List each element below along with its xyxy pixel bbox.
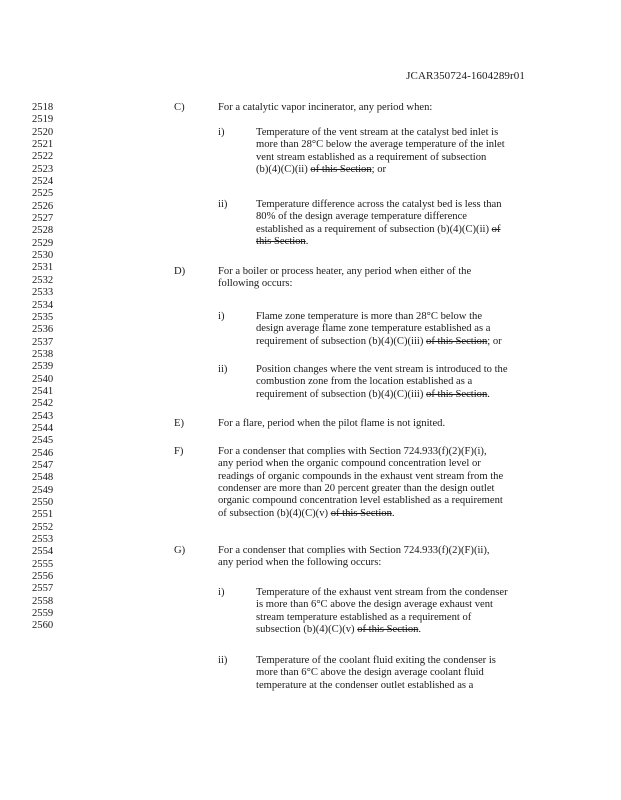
line-number: 2546: [32, 447, 54, 459]
line-number: 2537: [32, 336, 54, 348]
line-number: 2521: [32, 139, 54, 151]
item-d-ii-text: Position changes where the vent stream is introduced to the combustion zone from the location established as a requirement of subsection (b)(4)(C)(iii) of this Section.: [256, 364, 508, 400]
line-number: 2548: [32, 472, 54, 484]
item-label-d: D): [174, 266, 186, 277]
line-number: 2550: [32, 497, 54, 508]
document-id: JCAR350724-1604289r01: [406, 70, 525, 82]
line-number: 2529: [32, 237, 54, 249]
item-c-i-text: Temperature of the vent stream at the catalyst bed inlet is more than 28°C below the average temperature of the inlet vent stream established as a requirement of subsection (b)(4)(C)(ii) of this Section; or: [256, 127, 505, 176]
line-number: 2539: [32, 361, 54, 373]
deleted-text: of: [491, 223, 501, 235]
line-number: 2527: [32, 213, 54, 225]
line-number: 2530: [32, 250, 54, 262]
line-number: 2555: [32, 558, 54, 570]
line-number: 2528: [32, 225, 54, 237]
line-number: 2553: [32, 534, 54, 546]
line-number: 2523: [32, 163, 54, 175]
item-f-text: For a condenser that complies with Section 724.933(f)(2)(F)(i), any period when the organic compound concentration level or readings of organic compounds in the exhaust vent stream from the condenser are more than 20 percent greater than the design outlet organic compound concentration level established as a requirement of subsection (b)(4)(C)(v) of this Section.: [218, 446, 504, 519]
line-number: 2547: [32, 459, 54, 471]
line-number: 2558: [32, 595, 54, 607]
line-number: 2534: [32, 299, 54, 311]
item-g-i-text: Temperature of the exhaust vent stream from the condenser is more than 6°C above the design average exhaust vent stream temperature established as a requirement of subsection (b)(4)(C)(v) of this Section.: [256, 587, 508, 636]
line-number: 2522: [32, 151, 54, 163]
line-number: 2526: [32, 200, 54, 212]
deleted-text: of this Section: [426, 335, 488, 347]
item-g-text: For a condenser that complies with Section 724.933(f)(2)(F)(ii), any period when the following occurs:: [218, 545, 490, 569]
item-g-ii-text: Temperature of the coolant fluid exiting the condenser is more than 6°C above the design average coolant fluid temperature at the condenser outlet established as a: [256, 655, 496, 691]
line-number: 2533: [32, 287, 54, 299]
line-number: 2536: [32, 324, 54, 336]
line-number: 2531: [32, 262, 54, 274]
line-number: 2560: [32, 620, 54, 632]
line-number: 2559: [32, 608, 54, 620]
line-number: 2532: [32, 274, 54, 286]
item-label-c-i: i): [218, 127, 225, 138]
line-number: 2545: [32, 435, 54, 447]
item-d-text: For a boiler or process heater, any period when either of the following occurs:: [218, 266, 472, 290]
deleted-text: of this Section: [310, 164, 372, 176]
item-label-g-ii: ii): [218, 655, 228, 666]
line-number: 2544: [32, 422, 54, 434]
deleted-text: of this Section: [357, 624, 419, 636]
deleted-text: of this Section: [330, 507, 392, 519]
item-label-g-i: i): [218, 587, 225, 598]
line-number: 2518: [32, 102, 54, 113]
item-label-g: G): [174, 545, 186, 556]
item-e-text: For a flare, period when the pilot flame is not ignited.: [218, 418, 446, 429]
line-number: 2554: [32, 546, 54, 558]
item-label-f: F): [174, 446, 184, 457]
line-number: 2549: [32, 484, 54, 496]
line-number: 2520: [32, 126, 54, 138]
item-label-c-ii: ii): [218, 199, 228, 210]
line-number: 2540: [32, 373, 54, 385]
line-number: 2557: [32, 583, 54, 595]
line-number: 2535: [32, 311, 54, 323]
deleted-text: this Section: [256, 236, 306, 248]
item-c-ii-text: Temperature difference across the catalyst bed is less than 80% of the design average temperature difference established as a requirement of subsection (b)(4)(C)(ii) of this Section.: [256, 199, 502, 248]
deleted-text: of this Section: [426, 388, 488, 400]
line-number: 2525: [32, 188, 54, 200]
item-label-d-ii: ii): [218, 364, 228, 375]
line-number: 2556: [32, 571, 54, 583]
line-number: 2543: [32, 410, 54, 422]
item-label-e: E): [174, 418, 184, 429]
line-number: 2538: [32, 348, 54, 360]
item-label-c: C): [174, 102, 185, 113]
line-numbers: [32, 102, 72, 633]
line-number: 2519: [32, 114, 54, 126]
line-number: 2542: [32, 398, 54, 410]
item-label-d-i: i): [218, 311, 225, 322]
item-c-text: For a catalytic vapor incinerator, any period when:: [218, 102, 433, 113]
line-number: 2541: [32, 385, 54, 397]
line-number: 2552: [32, 521, 54, 533]
line-number: 2551: [32, 509, 54, 521]
line-number: 2524: [32, 176, 54, 188]
item-d-i-text: Flame zone temperature is more than 28°C below the design average flame zone temperature established as a requirement of subsection (b)(4)(C)(iii) of this Section; or: [256, 311, 502, 347]
